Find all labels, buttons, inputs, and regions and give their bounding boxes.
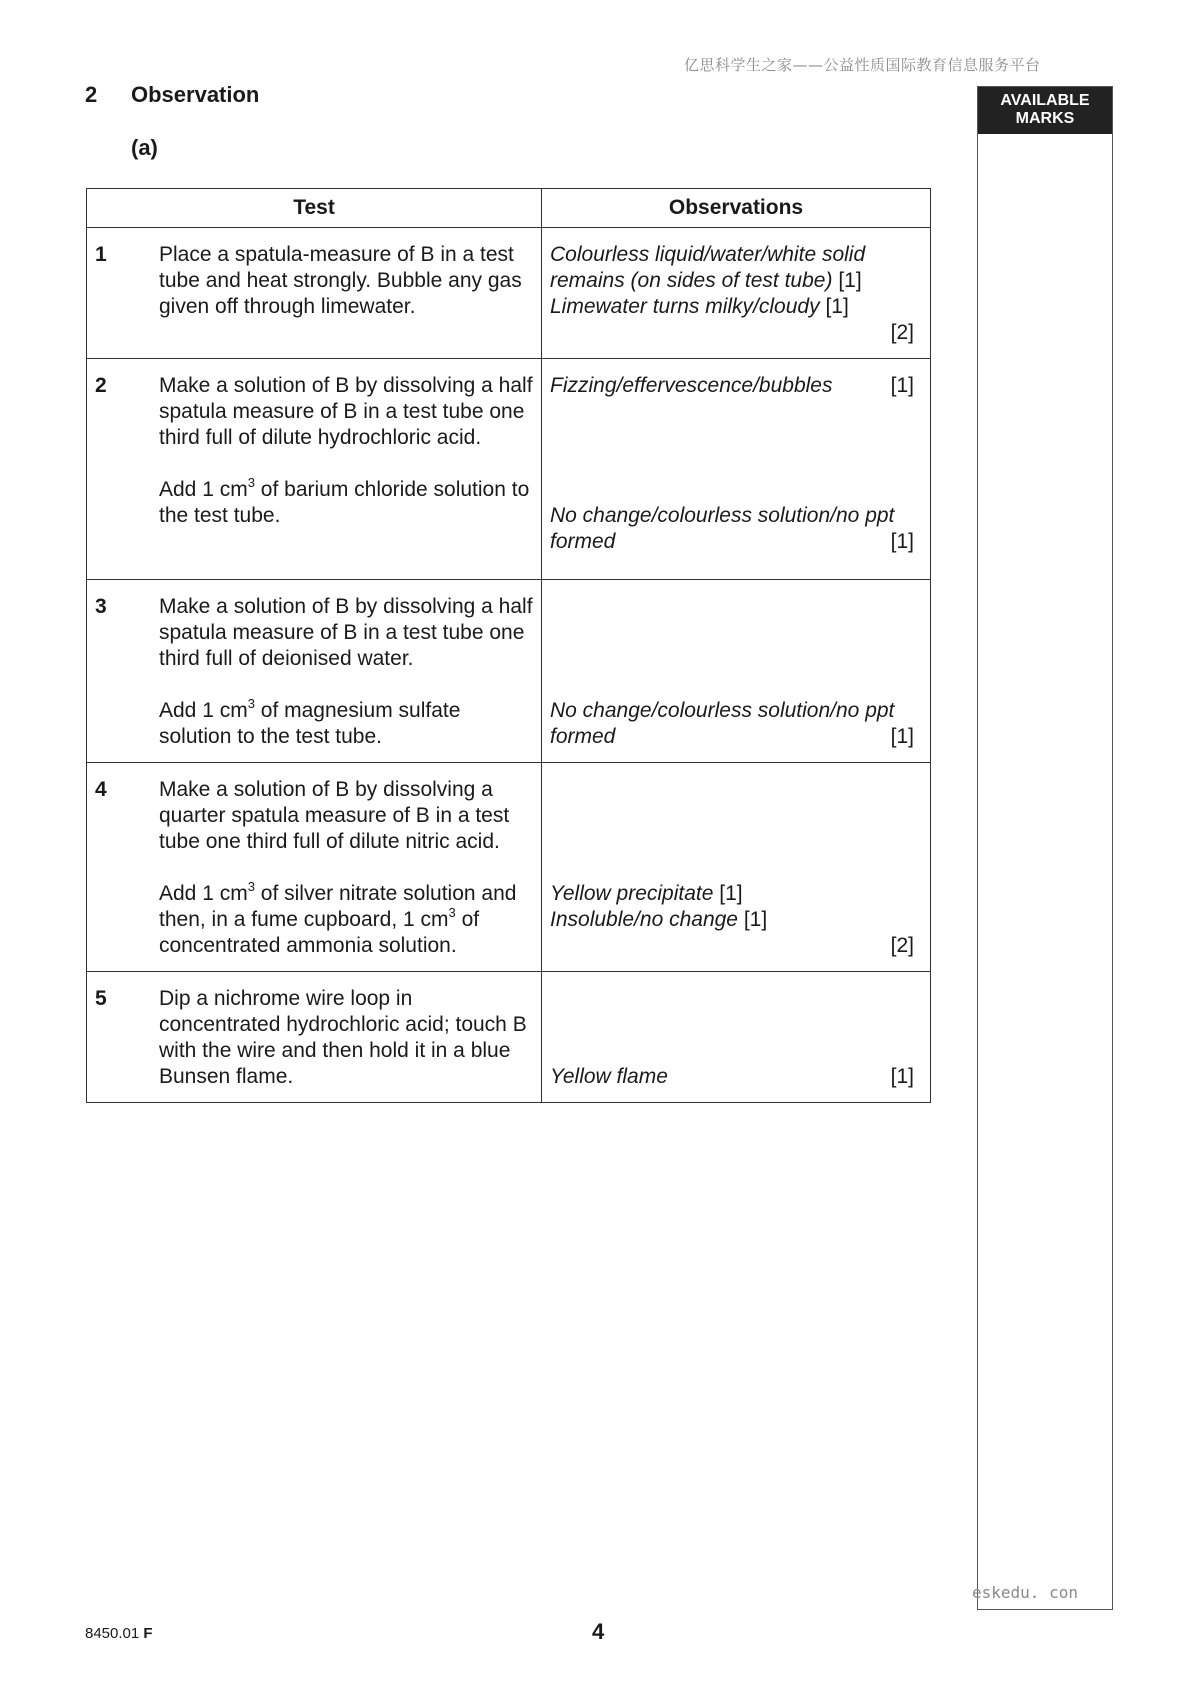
question-part: (a) [131,135,158,160]
available-marks-header [978,87,1112,134]
test-cell [87,359,542,580]
observation-line: Yellow precipitate [1] [550,882,743,905]
test-text: Make a solution of B by dissolving a half spatula measure of B in a test tube one third full of deionised water. [159,595,533,670]
mark: [1] [890,1065,914,1088]
test-text-b: Add 1 $cm^3$ of magnesium sulfate solution to the test tube. [159,696,461,748]
mark: [1] [890,725,914,748]
test-number: 4 [95,778,107,801]
table-row [87,580,931,763]
mark: [1] [890,530,914,553]
observation-cell [542,580,931,763]
observation-line: No change/colourless solution/no ppt [550,699,895,722]
question-number: 2 [85,82,98,107]
header-test: Test [87,189,542,228]
test-text: Place a spatula-measure of B in a test tube and heat strongly. Bubble any gas given off through limewater. [159,243,522,318]
observation-line: formed [1] [550,725,914,748]
mark: [1] [890,374,914,397]
available-marks-line1: AVAILABLE [1000,92,1090,109]
test-text: Dip a nichrome wire loop in concentrated hydrochloric acid; touch B with the wire and then hold it in a blue Bunsen flame. [159,987,527,1088]
mark: [1] [743,908,768,931]
table-row [87,228,931,359]
test-number: 1 [95,243,107,266]
mark: [1] [719,882,743,905]
test-number: 5 [95,987,107,1010]
test-cell [87,580,542,763]
observation-line: Colourless liquid/water/white solid [550,243,866,266]
table-header-row [87,189,931,228]
total-mark: [2] [890,934,914,957]
table-row [87,763,931,972]
observation-cell [542,972,931,1103]
observation-line: No change/colourless solution/no ppt [550,504,895,527]
test-text-b: Add 1 $cm^3$ of silver nitrate solution and then, in a fume cupboard, 1 $cm^3$ of concentrated ammonia solution. [159,879,517,957]
question-title: Observation [131,82,260,107]
observation-line: Yellow flame [1] [550,1065,914,1088]
table-row [87,359,931,580]
observation-line: Limewater turns milky/cloudy [1] [550,295,849,318]
test-cell [87,763,542,972]
total-mark: [2] [890,321,914,344]
page-number: 4 [592,1619,605,1644]
observation-table [86,188,931,1103]
header-note: 亿思科学生之家——公益性质国际教育信息服务平台 [684,56,1041,74]
test-cell [87,972,542,1103]
header-observations: Observations [542,189,931,228]
observation-line: remains (on sides of test tube) [1] [550,269,862,292]
mark: [1] [825,295,849,318]
test-number: 2 [95,374,107,397]
test-text-b: Add 1 $cm^3$ of barium chloride solution to the test tube. [159,475,530,527]
test-text: Make a solution of B by dissolving a quarter spatula measure of B in a test tube one third full of dilute nitric acid. [159,778,510,853]
observation-line: Insoluble/no change [1] [550,908,768,931]
available-marks-line2: MARKS [1015,110,1075,127]
observation-line: formed [1] [550,530,914,553]
test-text: Make a solution of B by dissolving a half spatula measure of B in a test tube one third full of dilute hydrochloric acid. [159,374,533,449]
observation-cell [542,763,931,972]
table-row [87,972,931,1103]
test-cell [87,228,542,359]
observation-cell [542,359,931,580]
watermark: eskedu. con [972,1583,1078,1602]
observation-cell [542,228,931,359]
paper-code: 8450.01 F [85,1625,153,1642]
mark: [1] [838,269,862,292]
observation-line: Fizzing/effervescence/bubbles [1] [550,374,914,397]
available-marks-column [977,86,1113,1610]
test-number: 3 [95,595,107,618]
